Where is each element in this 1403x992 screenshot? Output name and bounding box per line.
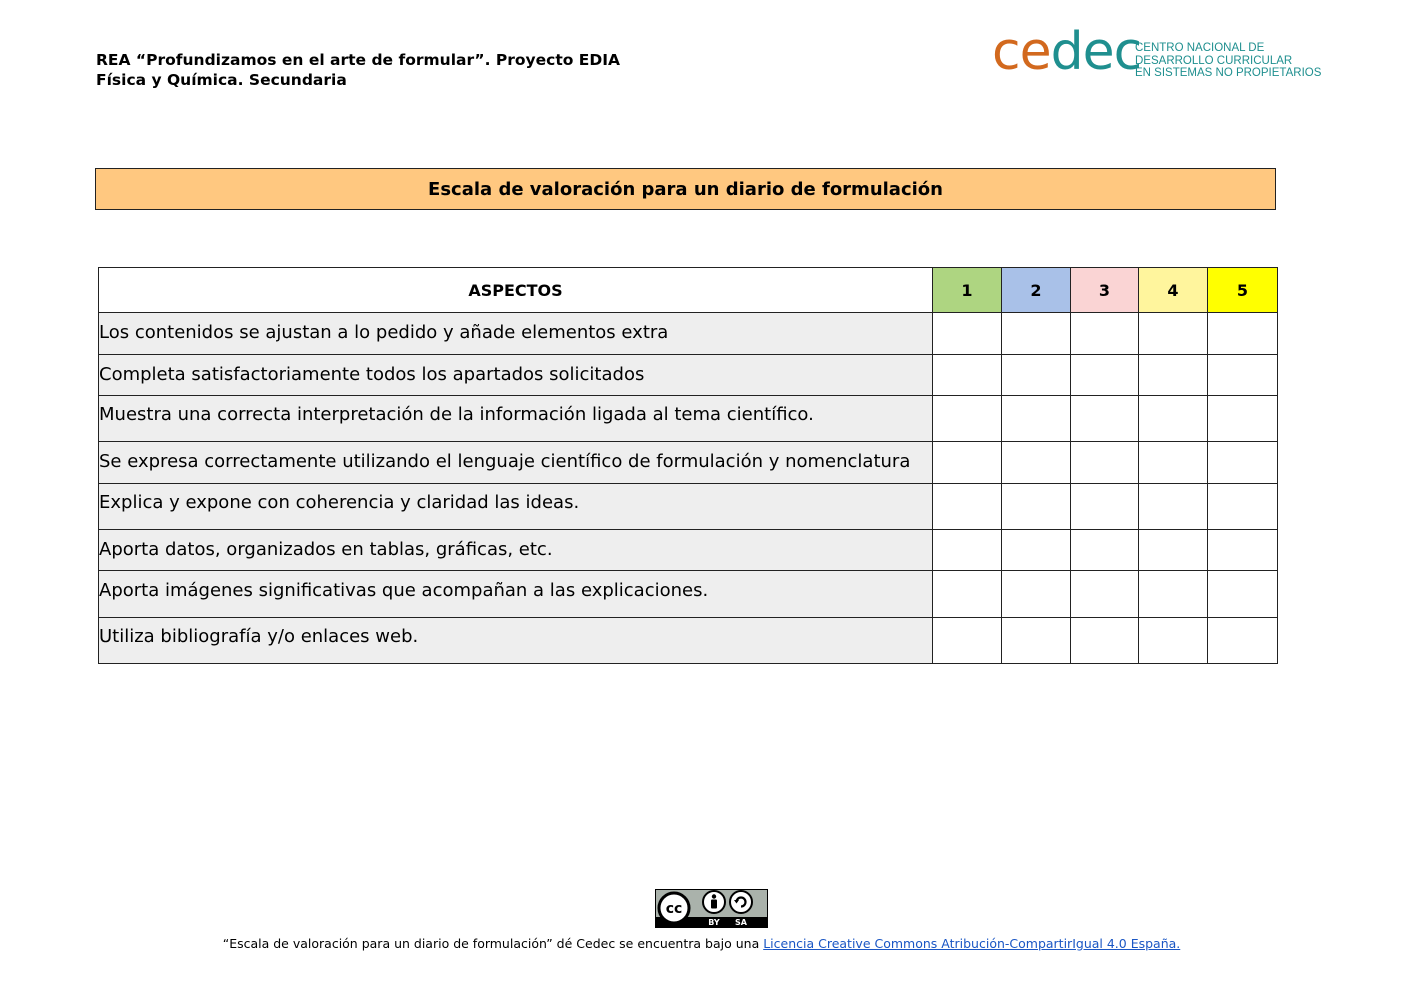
rating-scale-table: [98, 267, 1278, 664]
cc-badge-graphic: [655, 889, 768, 928]
score-cell-1[interactable]: [933, 530, 1002, 571]
table-row: [99, 313, 1278, 355]
table-row: [99, 571, 1278, 618]
score-cell-4[interactable]: [1139, 355, 1208, 396]
aspect-cell: [99, 396, 933, 442]
score-cell-2[interactable]: [1002, 484, 1071, 530]
cedec-logo-subtitle: [1135, 42, 1321, 80]
score-cell-3[interactable]: [1071, 618, 1139, 664]
logo-word-ce: ce: [992, 22, 1051, 82]
score-cell-4[interactable]: [1139, 442, 1208, 484]
document-title: Escala de valoración para un diario de formulación: [95, 168, 1276, 210]
aspects-column-header: ASPECTOS: [99, 268, 933, 313]
score-header-4: 4: [1139, 268, 1208, 313]
score-cell-1[interactable]: [933, 355, 1002, 396]
table-row: [99, 442, 1278, 484]
score-cell-5[interactable]: [1208, 618, 1278, 664]
aspect-text: Los contenidos se ajustan a lo pedido y añade elementos extra: [99, 322, 669, 343]
cc-sa-label: SA: [735, 918, 747, 927]
score-cell-3[interactable]: [1071, 396, 1139, 442]
svg-text:cc: cc: [665, 901, 683, 917]
score-cell-3[interactable]: [1071, 484, 1139, 530]
score-cell-5[interactable]: [1208, 355, 1278, 396]
score-header-2: 2: [1002, 268, 1071, 313]
score-cell-4[interactable]: [1139, 313, 1208, 355]
score-cell-2[interactable]: [1002, 618, 1071, 664]
license-link[interactable]: Licencia Creative Commons Atribución-CompartirIgual 4.0 España.: [763, 936, 1181, 951]
aspect-text: Se expresa correctamente utilizando el lenguaje científico de formulación y nomenclatura: [99, 451, 911, 472]
logo-word-dec: dec: [1050, 22, 1142, 82]
score-cell-3[interactable]: [1071, 313, 1139, 355]
aspect-text: Aporta datos, organizados en tablas, gráficas, etc.: [99, 538, 553, 560]
score-cell-3[interactable]: [1071, 530, 1139, 571]
license-footer: [0, 936, 1403, 952]
header-line-project: REA “Profundizamos en el arte de formular”. Proyecto EDIA: [96, 51, 620, 69]
cedec-logo: [992, 22, 1322, 88]
score-cell-2[interactable]: [1002, 396, 1071, 442]
score-cell-1[interactable]: [933, 484, 1002, 530]
score-cell-3[interactable]: [1071, 355, 1139, 396]
aspect-cell: [99, 442, 933, 484]
score-cell-3[interactable]: [1071, 571, 1139, 618]
score-cell-2[interactable]: [1002, 355, 1071, 396]
cc-by-sa-icon[interactable]: [655, 889, 768, 928]
aspect-text: Muestra una correcta interpretación de la información ligada al tema científico.: [99, 404, 814, 425]
score-cell-2[interactable]: [1002, 313, 1071, 355]
table-row: [99, 396, 1278, 442]
score-cell-5[interactable]: [1208, 484, 1278, 530]
score-cell-4[interactable]: [1139, 484, 1208, 530]
aspect-cell: [99, 484, 933, 530]
aspect-text: Completa satisfactoriamente todos los apartados solicitados: [99, 363, 645, 385]
score-cell-5[interactable]: [1208, 442, 1278, 484]
document-header: [96, 50, 620, 90]
score-cell-5[interactable]: [1208, 571, 1278, 618]
score-cell-4[interactable]: [1139, 618, 1208, 664]
score-cell-5[interactable]: [1208, 313, 1278, 355]
score-cell-1[interactable]: [933, 442, 1002, 484]
score-cell-4[interactable]: [1139, 530, 1208, 571]
logo-sub-line-3: EN SISTEMAS NO PROPIETARIOS: [1135, 67, 1322, 79]
score-cell-3[interactable]: [1071, 442, 1139, 484]
cedec-logo-word: [992, 24, 1141, 80]
aspect-cell: [99, 313, 933, 355]
table-row: [99, 618, 1278, 664]
score-header-3: 3: [1071, 268, 1139, 313]
score-cell-1[interactable]: [933, 396, 1002, 442]
score-cell-4[interactable]: [1139, 571, 1208, 618]
score-header-1: 1: [933, 268, 1002, 313]
cc-by-label: BY: [708, 918, 720, 927]
score-header-5: 5: [1208, 268, 1278, 313]
aspect-cell: [99, 571, 933, 618]
aspect-text: Aporta imágenes significativas que acompañan a las explicaciones.: [99, 579, 709, 601]
logo-sub-line-1: CENTRO NACIONAL DE: [1135, 42, 1265, 54]
score-cell-1[interactable]: [933, 618, 1002, 664]
score-cell-5[interactable]: [1208, 396, 1278, 442]
table-row: [99, 484, 1278, 530]
score-cell-2[interactable]: [1002, 442, 1071, 484]
score-cell-4[interactable]: [1139, 396, 1208, 442]
score-cell-2[interactable]: [1002, 530, 1071, 571]
aspect-cell: [99, 355, 933, 396]
score-cell-1[interactable]: [933, 571, 1002, 618]
aspect-cell: [99, 530, 933, 571]
aspect-text: Utiliza bibliografía y/o enlaces web.: [99, 626, 419, 647]
logo-sub-line-2: DESARROLLO CURRICULAR: [1135, 54, 1293, 67]
aspect-cell: [99, 618, 933, 664]
table-row: [99, 530, 1278, 571]
aspect-text: Explica y expone con coherencia y claridad las ideas.: [99, 492, 580, 513]
table-row: [99, 355, 1278, 396]
score-cell-2[interactable]: [1002, 571, 1071, 618]
score-cell-1[interactable]: [933, 313, 1002, 355]
table-header-row: [99, 268, 1278, 313]
score-cell-5[interactable]: [1208, 530, 1278, 571]
license-statement: “Escala de valoración para un diario de formulación” dé Cedec se encuentra bajo una: [222, 936, 764, 951]
header-line-subject: Física y Química. Secundaria: [96, 71, 347, 89]
